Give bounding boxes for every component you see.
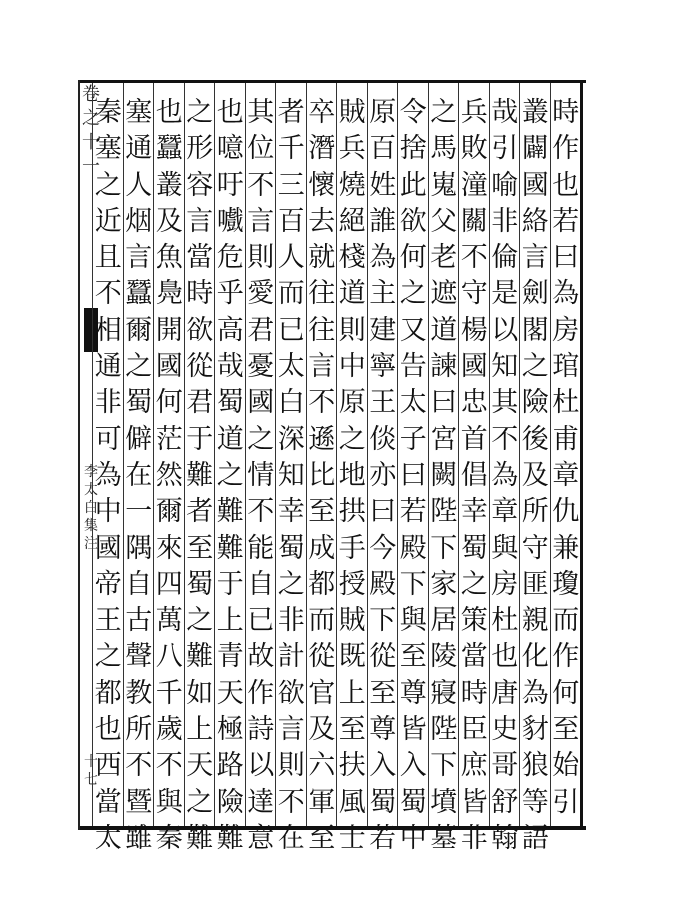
text-columns [92, 83, 580, 854]
text-column [458, 83, 490, 854]
column-text: 兵敗潼關不守楊國忠首倡幸蜀之策當時臣庶皆非 [460, 97, 488, 854]
text-column [550, 83, 582, 826]
text-column [123, 83, 155, 854]
column-text: 之馬嵬父老遮道諫曰宮闕陛下家居陵寢陛下墳墓 [430, 97, 458, 854]
text-column [245, 83, 277, 854]
margin-volume-label: 卷 之 十 一 [82, 84, 100, 177]
column-text: 令捨此欲何之又告太子曰若殿下與至尊皆入蜀中 [399, 97, 427, 854]
text-column [367, 83, 399, 854]
text-column [397, 83, 429, 854]
text-column [214, 83, 246, 854]
column-text: 賊兵燒絕棧道則中原之地拱手授賊既上至扶風士 [338, 97, 366, 854]
text-column [275, 83, 307, 854]
column-text: 之形容言當時欲從君于難者至蜀之難如上天之難 [186, 97, 214, 854]
text-column [489, 83, 521, 854]
text-column [306, 83, 338, 854]
column-text: 者千三百人而已太白深知幸蜀之非計欲言則不在 [277, 97, 305, 854]
margin-book-title: 李太白集注 [84, 464, 98, 552]
column-text: 叢闢國絡言劍閣之險後及所守匪親化為豺狼等語 [521, 97, 549, 854]
column-text: 塞通人烟言蠶爾之蜀僻在一隅自古聲教所不暨雖 [125, 97, 153, 854]
column-text: 也噫吁嚱危乎高哉蜀道之難難于上青天極路險難 [216, 97, 244, 854]
text-column [184, 83, 216, 854]
column-text: 其位不言則愛君憂國之情不能自已故作詩以達意 [247, 97, 275, 854]
margin-page-number: 十七 [84, 754, 98, 788]
column-text: 秦塞之近且不相通非可為中國帝王之都也西當太 [94, 97, 122, 854]
column-text: 卒潛懷去就往往言不遜比至成都而從官及六軍至 [308, 97, 336, 854]
text-column [336, 83, 368, 854]
column-text: 時作也若曰為房琯杜甫章仇兼瓊而作何至始引 [552, 97, 580, 818]
column-text: 原百姓誰為主建寧王倓亦曰今殿下從至尊入蜀若 [369, 97, 397, 854]
column-text: 哉引喻非倫是以知其不為章與房杜也唐史哥舒翰 [491, 97, 519, 854]
text-column [92, 83, 124, 854]
column-text: 也蠶叢及魚鳧開國何茫然爾來四萬八千歲不與秦 [155, 97, 183, 854]
text-column [428, 83, 460, 854]
text-column [519, 83, 551, 854]
text-column [153, 83, 185, 854]
